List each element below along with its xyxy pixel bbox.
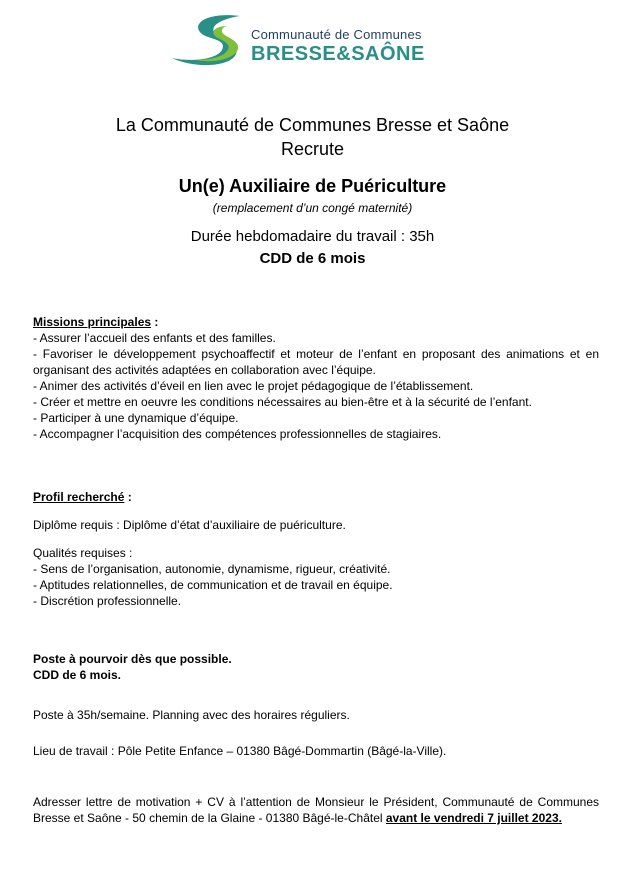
qualites-heading: Qualités requises : bbox=[33, 546, 133, 560]
poste-section bbox=[33, 651, 599, 759]
missions-section bbox=[33, 314, 599, 442]
profil-section bbox=[33, 489, 599, 609]
application-text: Adresser lettre de motivation + CV à l’attention de Monsieur le Président, Communauté de Communes Bresse et Saône - 50 chemin de la Glaine - 01380 Bâgé-le-Châtel bbox=[33, 795, 599, 825]
workplace-text: Lieu de travail : Pôle Petite Enfance – 01380 Bâgé-Dommartin (Bâgé-la-Ville). bbox=[33, 744, 447, 758]
logo-text-line1: Communauté de Communes bbox=[251, 27, 422, 42]
availability-text: Poste à pourvoir dès que possible. bbox=[33, 652, 232, 666]
list-item: - Aptitudes relationnelles, de communication et de travail en équipe. bbox=[33, 578, 393, 592]
missions-heading: Missions principales : bbox=[33, 315, 159, 329]
work-duration: Durée hebdomadaire du travail : 35h bbox=[190, 228, 435, 245]
contract-duration-text: CDD de 6 mois. bbox=[33, 668, 122, 682]
list-item: - Accompagner l’acquisition des compétences professionnelles de stagiaires. bbox=[33, 427, 442, 441]
logo-swoosh-icon bbox=[170, 12, 250, 72]
profil-heading: Profil recherché : bbox=[33, 490, 132, 504]
list-item: - Discrétion professionnelle. bbox=[33, 594, 182, 608]
contract-type: CDD de 6 mois bbox=[259, 250, 366, 267]
job-title: Un(e) Auxiliaire de Puériculture bbox=[178, 176, 447, 196]
job-subtitle: (remplacement d’un congé maternité) bbox=[212, 201, 413, 215]
planning-text: Poste à 35h/semaine. Planning avec des horaires réguliers. bbox=[33, 708, 350, 722]
list-item: - Assurer l’accueil des enfants et des familles. bbox=[33, 331, 276, 345]
logo bbox=[170, 12, 470, 72]
list-item: - Sens de l’organisation, autonomie, dynamisme, rigueur, créativité. bbox=[33, 562, 391, 576]
list-item: - Favoriser le développement psychoaffectif et moteur de l’enfant en proposant des animations et en organisant des activités adaptées en collaboration avec l’équipe. bbox=[33, 347, 599, 377]
diplome-requirement: Diplôme requis : Diplôme d’état d’auxiliaire de puériculture. bbox=[33, 518, 346, 532]
application-instructions bbox=[33, 794, 599, 826]
recrute-heading: Recrute bbox=[280, 139, 345, 159]
list-item: - Participer à une dynamique d’équipe. bbox=[33, 411, 239, 425]
organization-heading: La Communauté de Communes Bresse et Saône bbox=[115, 115, 510, 135]
application-deadline: avant le vendredi 7 juillet 2023. bbox=[385, 811, 562, 825]
logo-text-line2: BRESSE&SAÔNE bbox=[251, 43, 425, 65]
list-item: - Créer et mettre en oeuvre les conditions nécessaires au bien-être et à la sécurité de l’enfant. bbox=[33, 395, 532, 409]
list-item: - Animer des activités d’éveil en lien avec le projet pédagogique de l’établissement. bbox=[33, 379, 474, 393]
